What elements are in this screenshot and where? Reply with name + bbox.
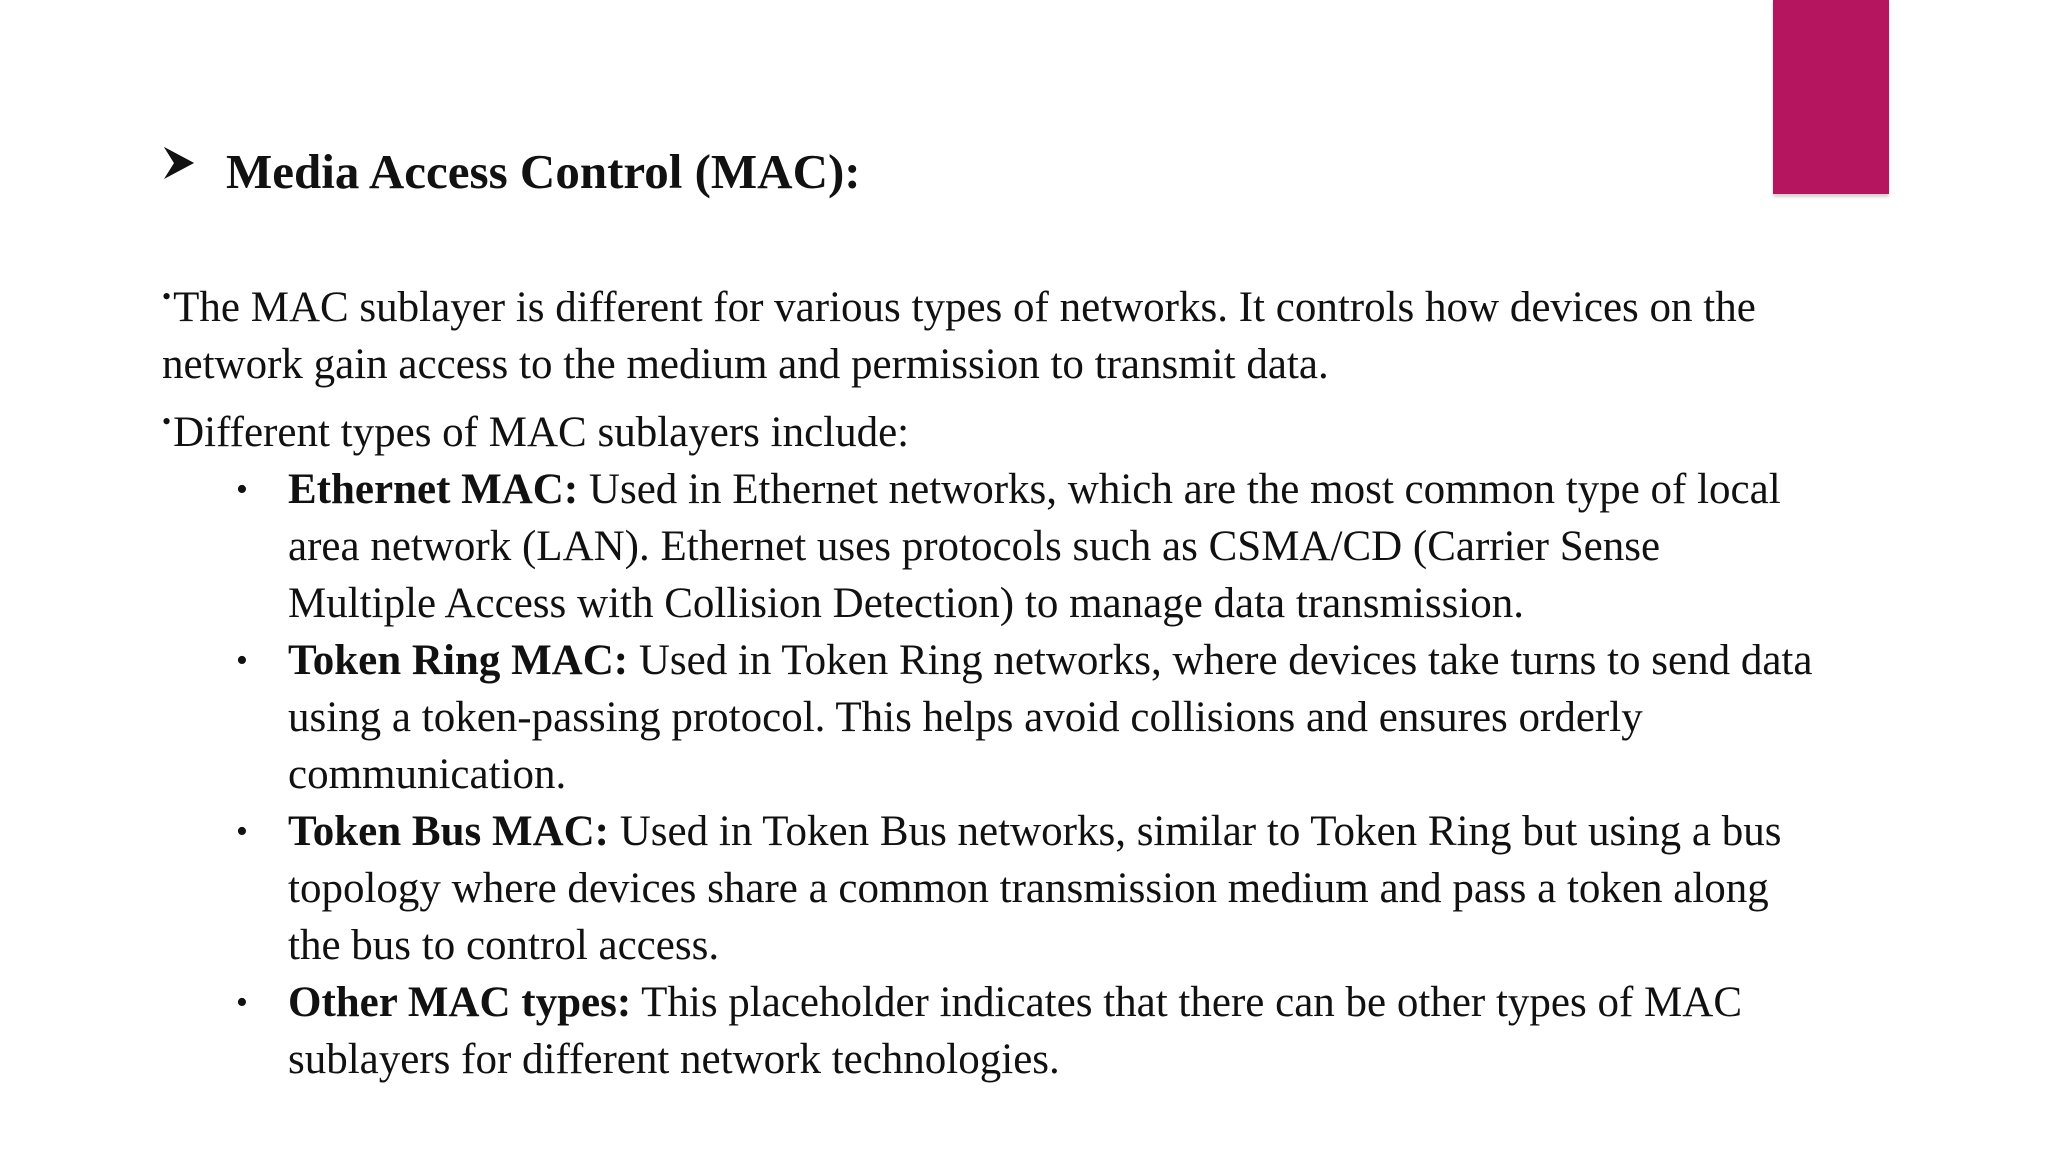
paragraph-types-lead <box>162 393 1802 461</box>
list-bullet: • <box>236 984 248 1021</box>
list-item-ethernet-mac <box>236 461 1818 632</box>
list-item-term: Token Ring MAC: <box>288 637 629 684</box>
list-item-text: Used in Ethernet networks, which are the most common type of local area network (LAN). Ethernet uses protocols such as CSMA/CD (Carrier Sense Multiple Access with Collision Detection) to manage data transmission. <box>288 466 1781 627</box>
list-item-text: Used in Token Bus networks, similar to Token Ring but using a bus topology where devices share a common transmission medium and pass a token along the bus to control access. <box>288 808 1782 969</box>
paragraph-intro-text: The MAC sublayer is different for various types of networks. It controls how devices on the network gain access to the medium and permission to transmit data. <box>162 284 1756 388</box>
list-bullet: • <box>236 813 248 850</box>
paragraph-types-lead-text: Different types of MAC sublayers include: <box>173 409 910 456</box>
list-bullet: • <box>236 471 248 508</box>
list-item-other-mac-types <box>236 974 1818 1088</box>
slide-title: Media Access Control (MAC): <box>226 144 861 199</box>
list-item-term: Token Bus MAC: <box>288 808 609 855</box>
list-item-token-ring-mac <box>236 632 1818 803</box>
paragraph-bullet: • <box>162 407 172 436</box>
heading-row <box>162 140 1802 204</box>
list-item-term: Ethernet MAC: <box>288 466 579 513</box>
list-item-token-bus-mac <box>236 803 1818 974</box>
arrowhead-bullet-icon <box>162 145 196 181</box>
slide-content <box>162 140 1813 1088</box>
list-item-text: Used in Token Ring networks, where devices take turns to send data using a token-passing protocol. This helps avoid collisions and ensures orderly communication. <box>288 637 1813 798</box>
list-bullet: • <box>236 642 248 679</box>
paragraph-intro <box>162 268 1802 393</box>
paragraph-bullet: • <box>162 282 172 311</box>
list-item-text: This placeholder indicates that there can be other types of MAC sublayers for different network technologies. <box>288 979 1743 1083</box>
mac-types-list <box>236 461 1818 1088</box>
list-item-term: Other MAC types: <box>288 979 632 1026</box>
